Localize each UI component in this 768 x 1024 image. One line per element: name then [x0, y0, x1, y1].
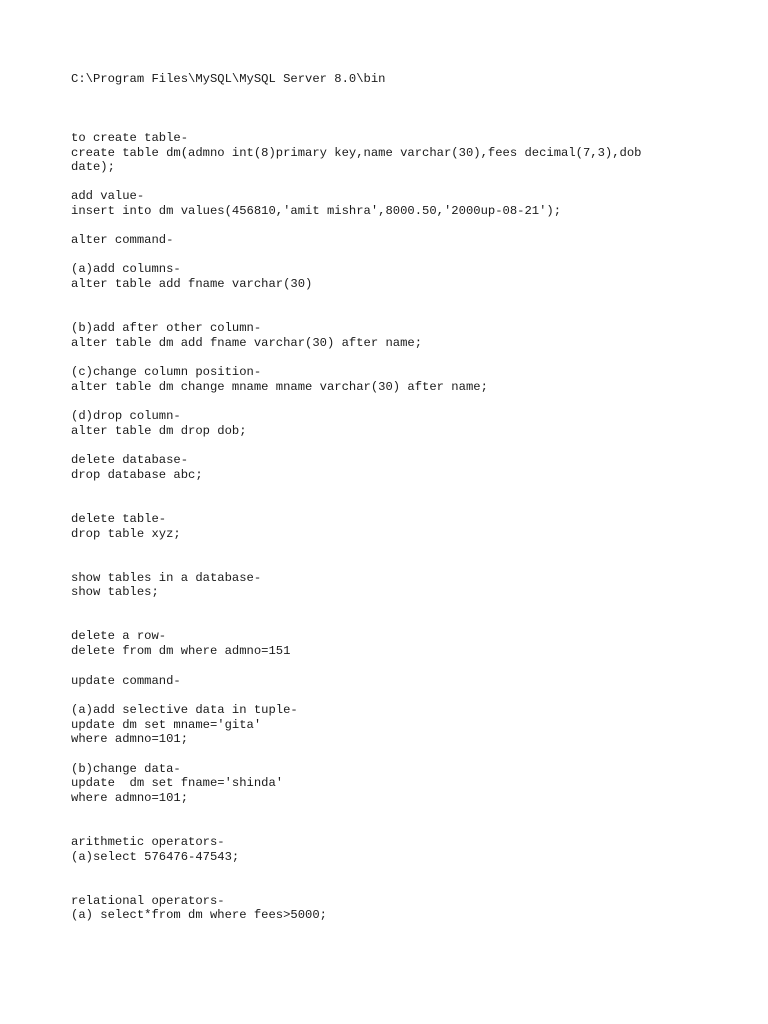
section-heading-update-command: update command-: [71, 674, 181, 688]
subsection-heading: (b)change data-: [71, 762, 181, 776]
code-line: drop database abc;: [71, 468, 203, 482]
code-line: where admno=101;: [71, 791, 189, 805]
subsection-heading: (a)add selective data in tuple-: [71, 703, 298, 717]
subsection-heading: (c)change column position-: [71, 365, 262, 379]
code-line: (a)select 576476-47543;: [71, 850, 240, 864]
code-line: create table dm(admno int(8)primary key,name varchar(30),fees decimal(7,3),dob: [71, 146, 642, 160]
subsection-heading: (d)drop column-: [71, 409, 181, 423]
section-heading-add-value: add value-: [71, 189, 145, 203]
section-heading-show-tables: show tables in a database-: [71, 571, 262, 585]
path-line: C:\Program Files\MySQL\MySQL Server 8.0\bin: [71, 72, 386, 86]
section-heading-create-table: to create table-: [71, 131, 189, 145]
code-line: date);: [71, 160, 115, 174]
code-line: delete from dm where admno=151: [71, 644, 291, 658]
code-line: drop table xyz;: [71, 527, 181, 541]
code-line: (a) select*from dm where fees>5000;: [71, 908, 327, 922]
section-heading-delete-table: delete table-: [71, 512, 167, 526]
code-line: update dm set mname='gita': [71, 718, 262, 732]
code-line: alter table add fname varchar(30): [71, 277, 313, 291]
code-line: insert into dm values(456810,'amit mishra',8000.50,'2000up-08-21');: [71, 204, 562, 218]
section-heading-alter-command: alter command-: [71, 233, 174, 247]
section-heading-relational-operators: relational operators-: [71, 894, 225, 908]
code-line: alter table dm add fname varchar(30) after name;: [71, 336, 423, 350]
subsection-heading: (a)add columns-: [71, 262, 181, 276]
subsection-heading: (b)add after other column-: [71, 321, 262, 335]
code-line: alter table dm change mname mname varchar(30) after name;: [71, 380, 488, 394]
section-heading-delete-database: delete database-: [71, 453, 189, 467]
code-line: where admno=101;: [71, 732, 189, 746]
section-heading-arithmetic-operators: arithmetic operators-: [71, 835, 225, 849]
section-heading-delete-row: delete a row-: [71, 629, 167, 643]
code-line: update dm set fname='shinda': [71, 776, 284, 790]
code-line: alter table dm drop dob;: [71, 424, 247, 438]
code-line: show tables;: [71, 585, 159, 599]
